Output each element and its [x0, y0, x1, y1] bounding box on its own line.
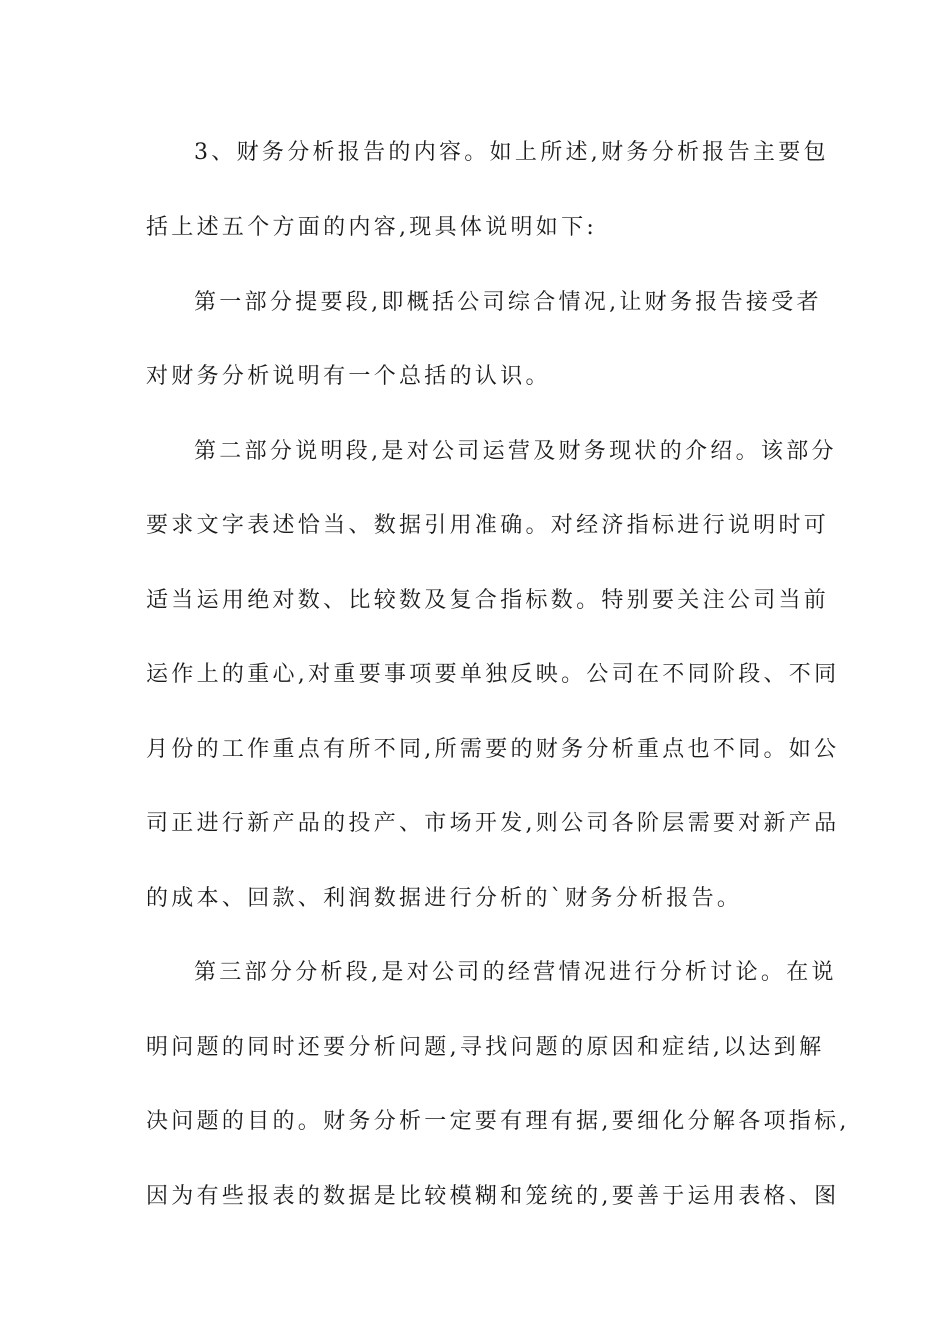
- paragraph-line: 因为有些报表的数据是比较模糊和笼统的,要善于运用表格、图: [146, 1184, 840, 1209]
- paragraph-line: 对财务分析说明有一个总括的认识。: [146, 364, 551, 389]
- paragraph-line: 司正进行新产品的投产、市场开发,则公司各阶层需要对新产品: [146, 811, 840, 836]
- paragraph-line: 第三部分分析段,是对公司的经营情况进行分析讨论。在说: [194, 960, 837, 985]
- paragraph-line: 适当运用绝对数、比较数及复合指标数。特别要关注公司当前: [146, 588, 830, 613]
- paragraph-line: 第二部分说明段,是对公司运营及财务现状的介绍。该部分: [194, 439, 837, 464]
- paragraph-line: 3、财务分析报告的内容。如上所述,财务分析报告主要包: [194, 140, 829, 165]
- paragraph-line: 明问题的同时还要分析问题,寻找问题的原因和症结,以达到解: [146, 1035, 825, 1060]
- paragraph-line: 要求文字表述恰当、数据引用准确。对经济指标进行说明时可: [146, 513, 830, 538]
- paragraph-line: 运作上的重心,对重要事项要单独反映。公司在不同阶段、不同: [146, 662, 840, 687]
- paragraph-line: 月份的工作重点有所不同,所需要的财务分析重点也不同。如公: [146, 737, 840, 762]
- paragraph-line: 第一部分提要段,即概括公司综合情况,让财务报告接受者: [194, 290, 822, 315]
- paragraph-line: 括上述五个方面的内容,现具体说明如下:: [146, 215, 598, 240]
- paragraph-line: 决问题的目的。财务分析一定要有理有据,要细化分解各项指标,: [146, 1109, 850, 1134]
- paragraph-line: 的成本、回款、利润数据进行分析的`财务分析报告。: [146, 886, 743, 911]
